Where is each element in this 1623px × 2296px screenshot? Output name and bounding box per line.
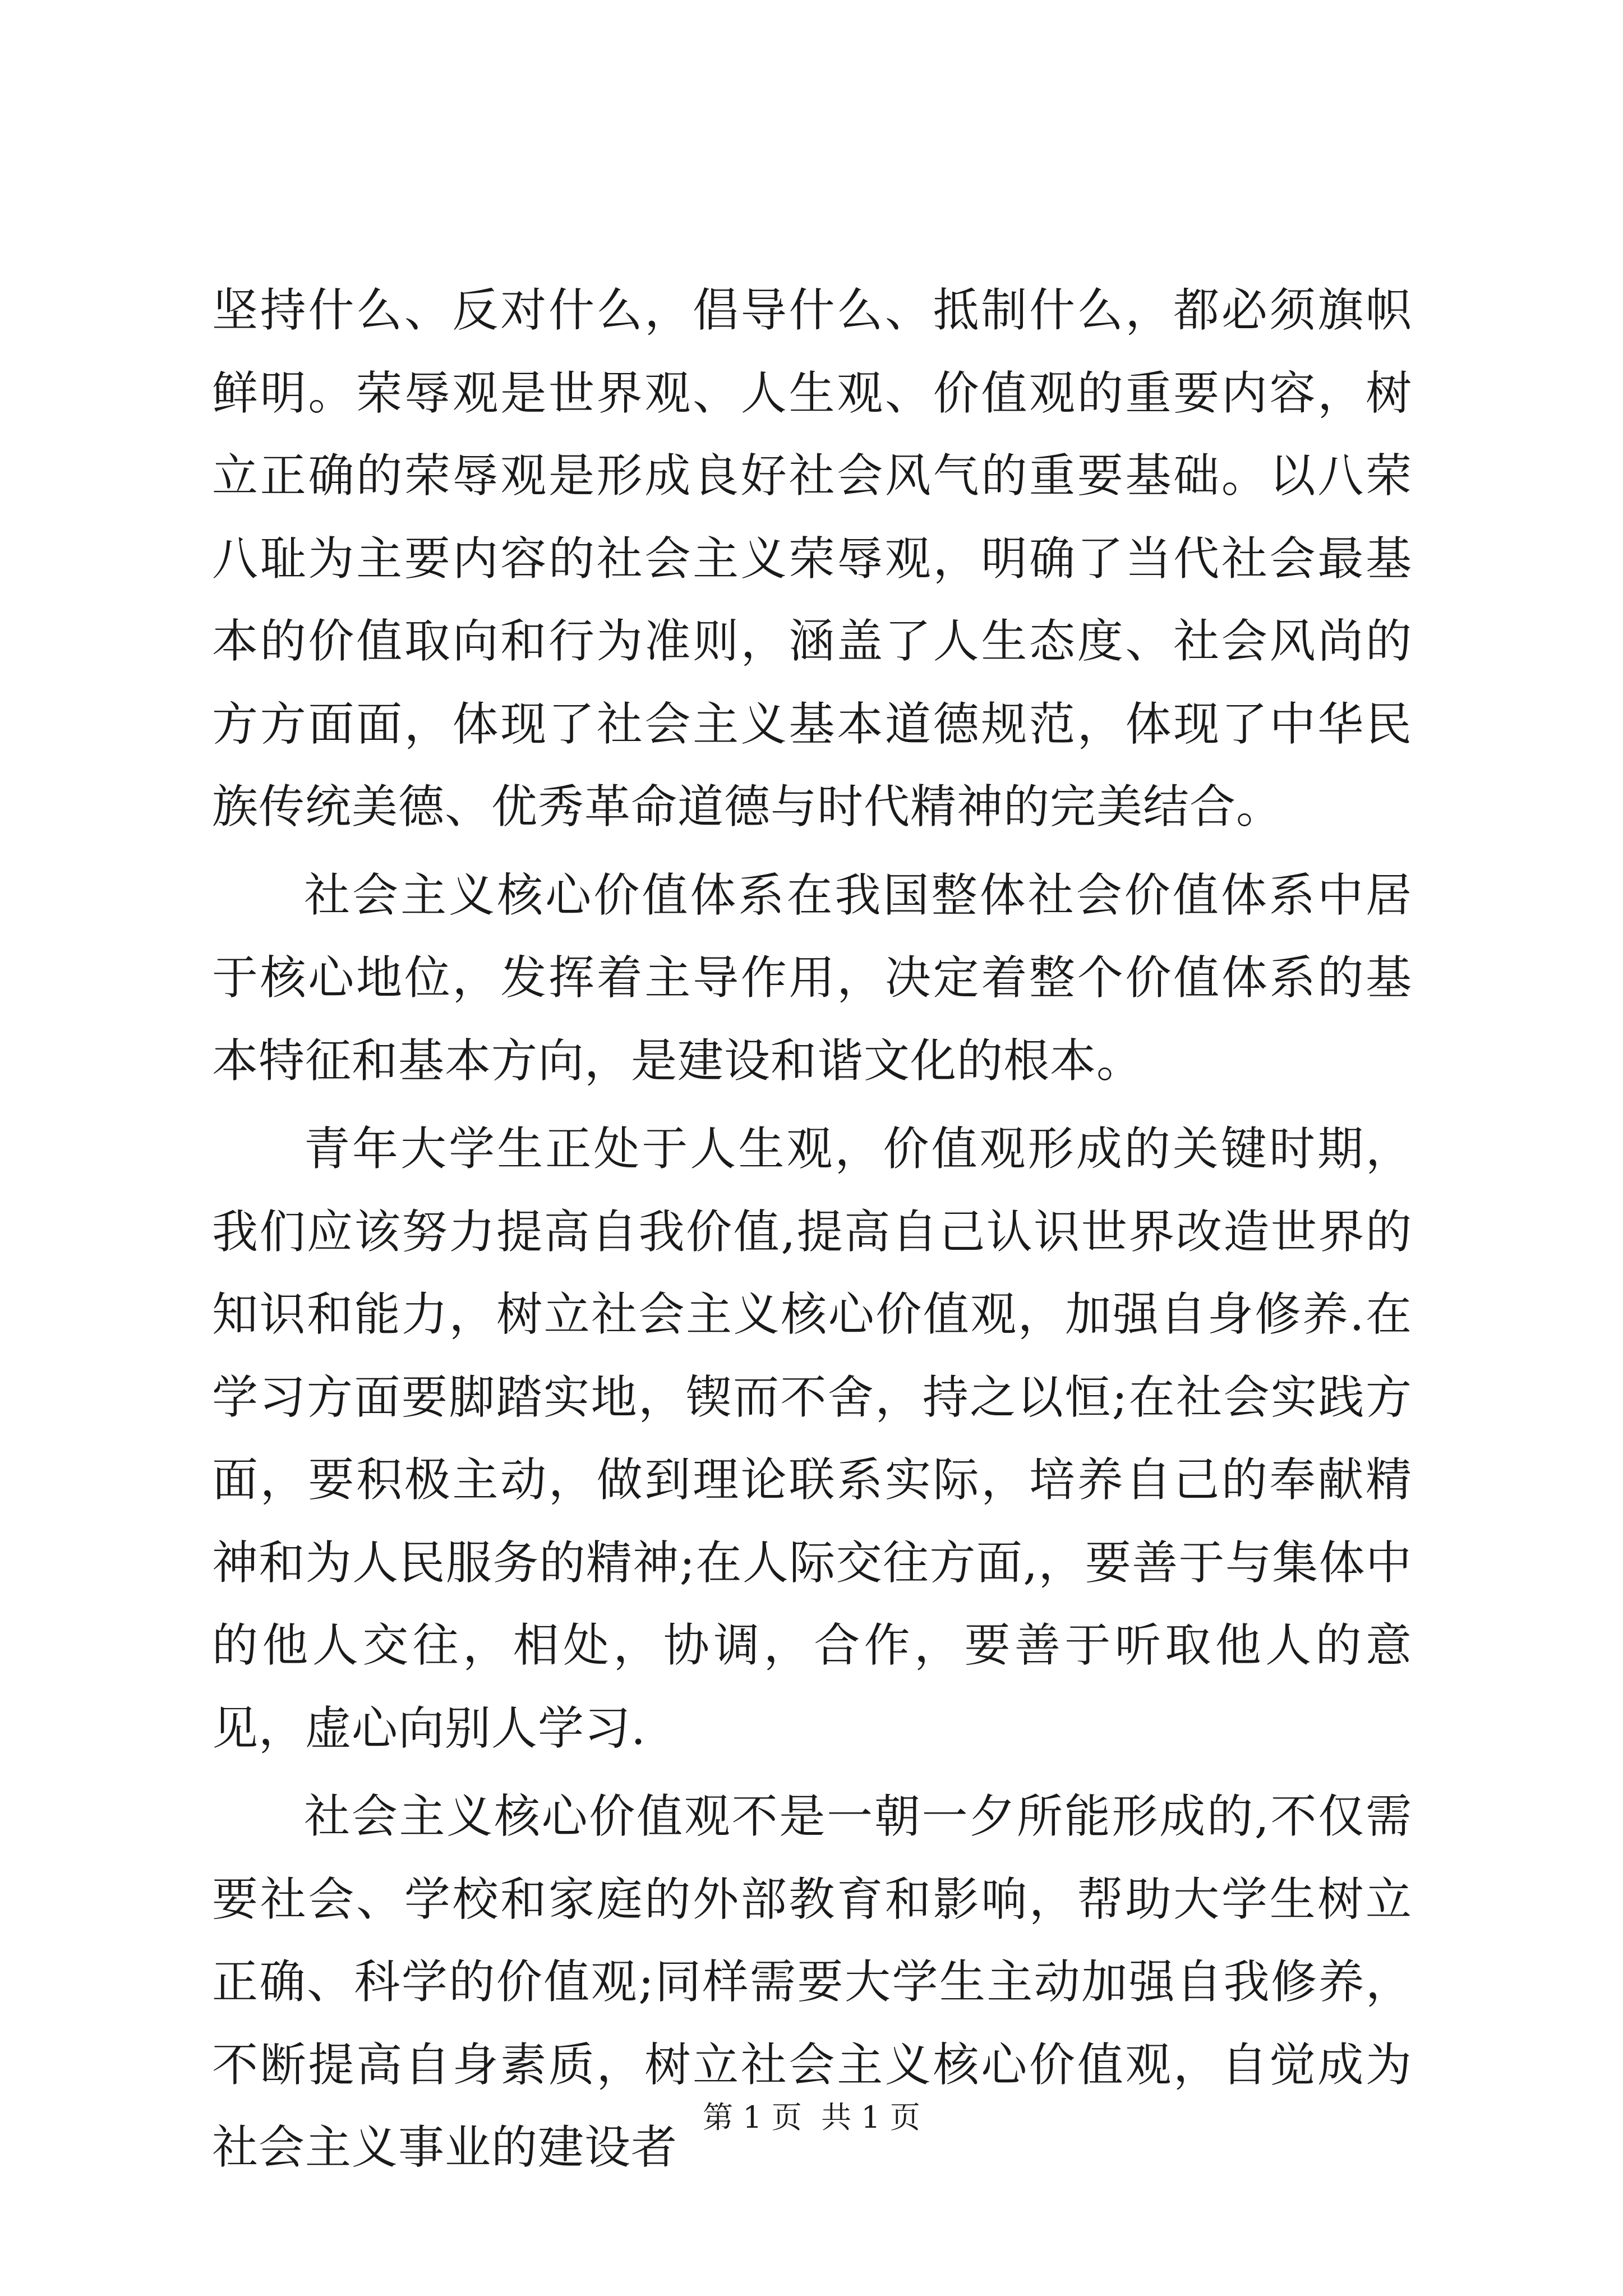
paragraph-1: 坚持什么、反对什么，倡导什么、抵制什么，都必须旗帜鲜明。荣辱观是世界观、人生观、价值观的重要内容，树立正确的荣辱观是形成良好社会风气的重要基础。以八荣八耻为主要内容的社会主义荣辱观，明确了当代社会最基本的价值取向和行为准则，涵盖了人生态度、社会风尚的方方面面，体现了社会主义基本道德规范，体现了中华民族传统美德、优秀革命道德与时代精神的完美结合。 bbox=[212, 284, 1412, 834]
paragraph-2: 社会主义核心价值体系在我国整体社会价值体系中居于核心地位，发挥着主导作用，决定着整个价值体系的基本特征和基本方向，是建设和谐文化的根本。 bbox=[212, 868, 1412, 1088]
paragraph-3: 青年大学生正处于人生观，价值观形成的关键时期，我们应该努力提高自我价值,提高自己认识世界改造世界的知识和能力，树立社会主义核心价值观，加强自身修养.在学习方面要脚踏实地，锲而不舍，持之以恒;在社会实践方面，要积极主动，做到理论联系实际，培养自己的奉献精神和为人民服务的精神;在人际交往方面,，要善于与集体中的他人交往，相处，协调，合作，要善于听取他人的意见，虚心向别人学习. bbox=[212, 1122, 1412, 1755]
document-body bbox=[212, 269, 1412, 2195]
paragraph-4: 社会主义核心价值观不是一朝一夕所能形成的,不仅需要社会、学校和家庭的外部教育和影响，帮助大学生树立正确、科学的价值观;同样需要大学生主动加强自我修养，不断提高自身素质，树立社会主义核心价值观，自觉成为社会主义事业的建设者 bbox=[212, 1790, 1412, 2174]
page-footer bbox=[0, 2098, 1623, 2137]
page-number-label: 第 1 页 共 1 页 bbox=[703, 2100, 920, 2135]
